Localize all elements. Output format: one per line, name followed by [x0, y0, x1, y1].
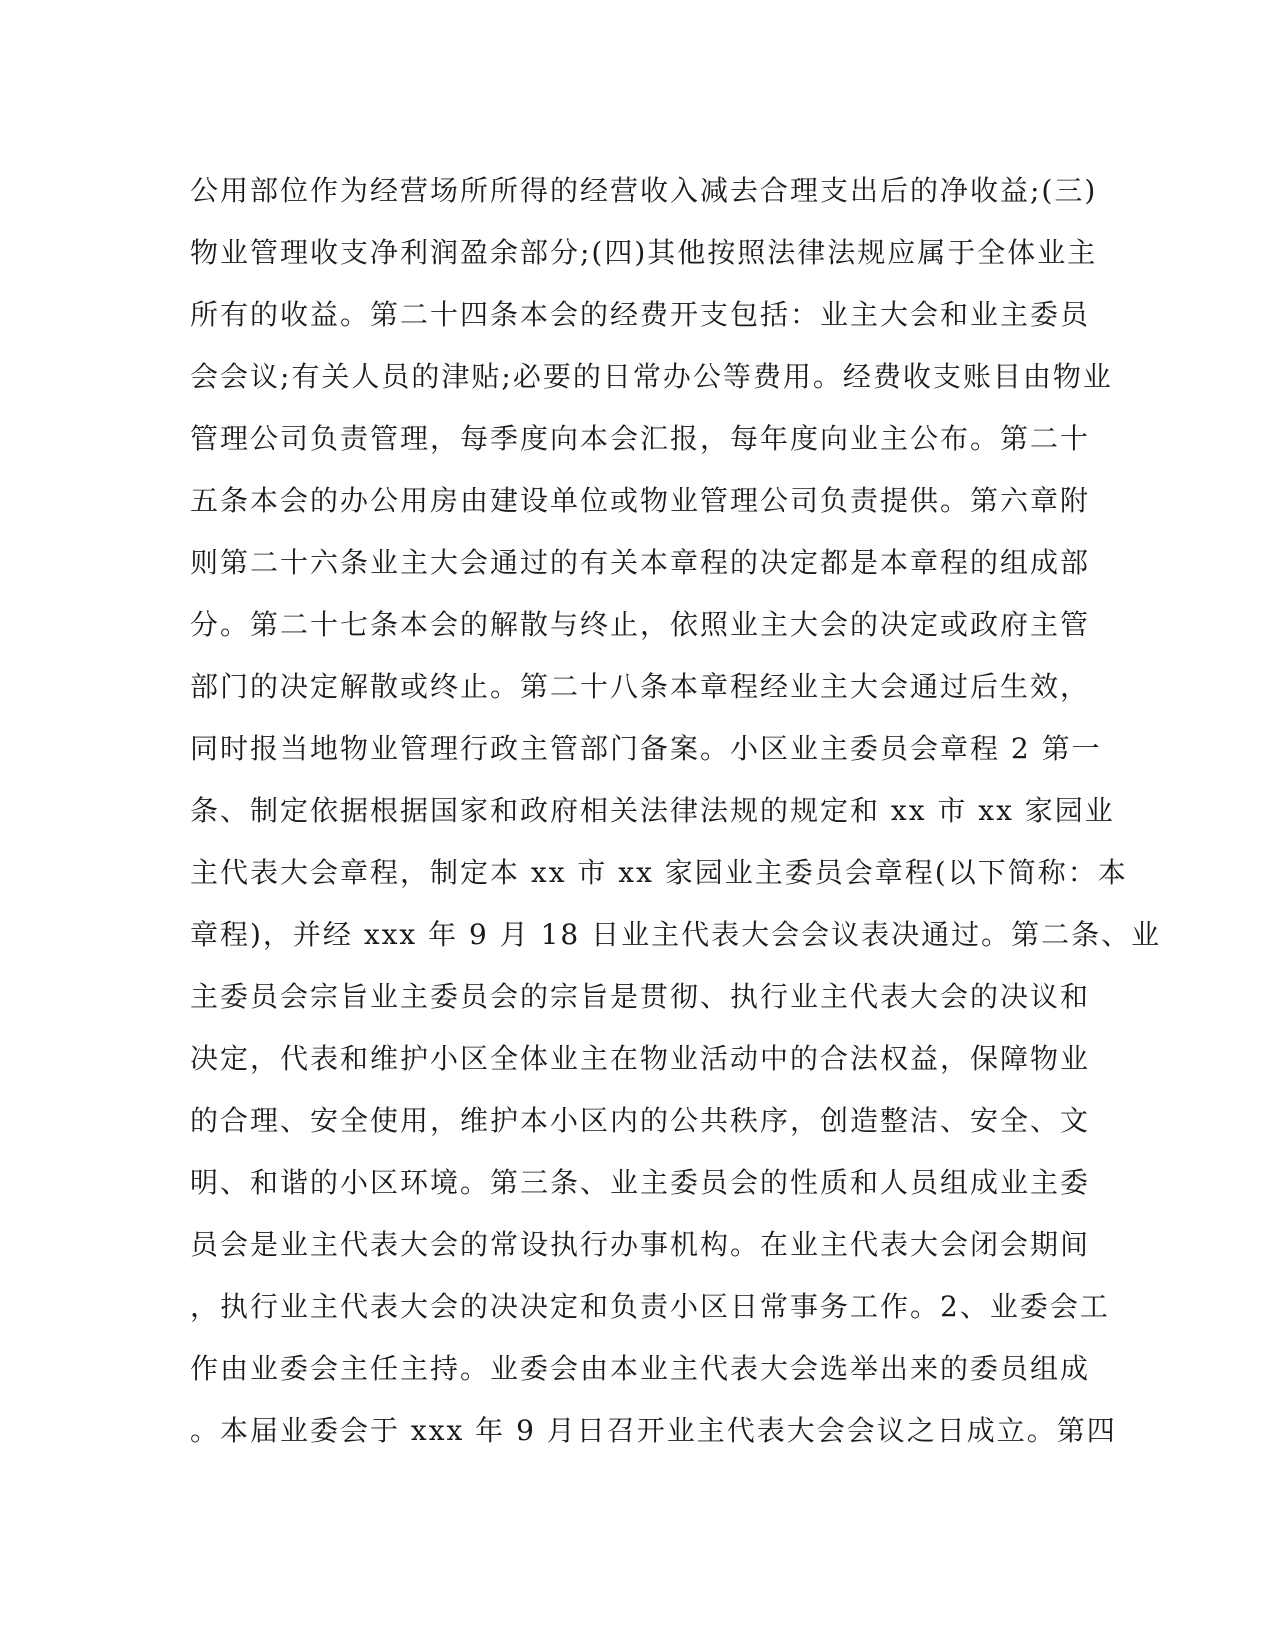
- text-line: 决定，代表和维护小区全体业主在物业活动中的合法权益，保障物业: [190, 1042, 1091, 1075]
- text-line: 分。第二十七条本会的解散与终止，依照业主大会的决定或政府主管: [190, 608, 1091, 641]
- text-line: ，执行业主代表大会的决决定和负责小区日常事务工作。2、业委会工: [190, 1290, 1110, 1323]
- text-line: 的合理、安全使用，维护本小区内的公共秩序，创造整洁、安全、文: [190, 1104, 1091, 1137]
- text-line: 作由业委会主任主持。业委会由本业主代表大会选举出来的委员组成: [190, 1352, 1091, 1385]
- text-line: 公用部位作为经营场所所得的经营收入减去合理支出后的净收益;(三): [190, 174, 1098, 207]
- text-line: 员会是业主代表大会的常设执行办事机构。在业主代表大会闭会期间: [190, 1228, 1091, 1261]
- text-line: 主委员会宗旨业主委员会的宗旨是贯彻、执行业主代表大会的决议和: [190, 980, 1091, 1013]
- text-line: 明、和谐的小区环境。第三条、业主委员会的性质和人员组成业主委: [190, 1166, 1091, 1199]
- text-line: 所有的收益。第二十四条本会的经费开支包括：业主大会和业主委员: [190, 298, 1091, 331]
- body-text: [190, 160, 1162, 1462]
- text-line: 物业管理收支净利润盈余部分;(四)其他按照法律法规应属于全体业主: [190, 236, 1098, 269]
- text-line: 部门的决定解散或终止。第二十八条本章程经业主大会通过后生效，: [190, 670, 1091, 703]
- text-line: 章程)，并经 xxx 年 9 月 18 日业主代表大会会议表决通过。第二条、业: [190, 918, 1162, 951]
- text-line: 五条本会的办公用房由建设单位或物业管理公司负责提供。第六章附: [190, 484, 1091, 517]
- text-line: 。本届业委会于 xxx 年 9 月日召开业主代表大会会议之日成立。第四: [190, 1414, 1117, 1447]
- text-line: 同时报当地物业管理行政主管部门备案。小区业主委员会章程 2 第一: [190, 732, 1102, 765]
- text-line: 主代表大会章程，制定本 xx 市 xx 家园业主委员会章程(以下简称：本: [190, 856, 1128, 889]
- text-line: 则第二十六条业主大会通过的有关本章程的决定都是本章程的组成部: [190, 546, 1091, 579]
- text-line: 条、制定依据根据国家和政府相关法律法规的规定和 xx 市 xx 家园业: [190, 794, 1115, 827]
- text-line: 管理公司负责管理，每季度向本会汇报，每年度向业主公布。第二十: [190, 422, 1091, 455]
- text-line: 会会议;有关人员的津贴;必要的日常办公等费用。经费收支账目由物业: [190, 360, 1113, 393]
